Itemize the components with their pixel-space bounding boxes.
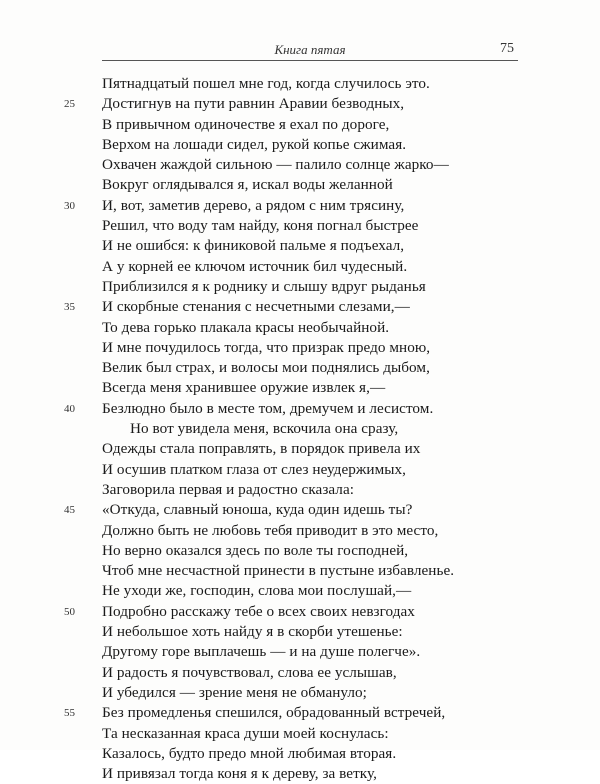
poem-body <box>0 74 600 784</box>
line-text: Решил, что воду там найду, коня погнал быстрее <box>102 217 419 235</box>
line-text: «Откуда, славный юноша, куда один идешь ты? <box>102 501 413 519</box>
poem-line <box>0 399 600 419</box>
line-text: Чтоб мне несчастной принести в пустыне избавленье. <box>102 562 455 580</box>
line-text: Должно быть не любовь тебя приводит в это место, <box>102 521 439 539</box>
poem-line <box>0 521 600 541</box>
line-number: 45 <box>64 504 75 517</box>
poem-line <box>0 663 600 683</box>
poem-line <box>0 135 600 155</box>
line-text: В привычном одиночестве я ехал по дороге, <box>102 115 390 133</box>
poem-line <box>0 541 600 561</box>
line-text: Приблизился я к роднику и слышу вдруг рыданья <box>102 277 426 295</box>
poem-line <box>0 581 600 601</box>
line-text: И небольшое хоть найду я в скорби утешенье: <box>102 623 403 641</box>
line-text: Без промедленья спешился, обрадованный встречей, <box>102 704 446 722</box>
line-text: Заговорила первая и радостно сказала: <box>102 480 354 498</box>
line-text: Казалось, будто предо мной любимая вторая. <box>102 744 397 762</box>
poem-line <box>0 257 600 277</box>
line-text: Но верно оказался здесь по воле ты господней, <box>102 541 409 559</box>
poem-line <box>0 236 600 256</box>
line-number: 55 <box>64 707 75 720</box>
page-header <box>102 38 518 61</box>
line-text: Но вот увидела меня, вскочила она сразу, <box>130 420 399 438</box>
page-number: 75 <box>500 41 514 56</box>
line-number: 50 <box>64 605 75 618</box>
poem-line <box>0 216 600 236</box>
line-text: Достигнув на пути равнин Аравии безводных, <box>102 95 405 113</box>
line-text: Другому горе выплачешь — и на душе полегче». <box>102 643 421 661</box>
poem-line <box>0 155 600 175</box>
poem-line <box>0 602 600 622</box>
poem-line <box>0 764 600 784</box>
poem-line <box>0 277 600 297</box>
line-text: Безлюдно было в месте том, дремучем и лесистом. <box>102 399 434 417</box>
poem-line <box>0 622 600 642</box>
poem-line <box>0 480 600 500</box>
poem-line <box>0 338 600 358</box>
poem-line <box>0 460 600 480</box>
line-text: И не ошибся: к финиковой пальме я подъехал, <box>102 237 405 255</box>
line-text: И привязал тогда коня я к дереву, за ветку, <box>102 765 377 783</box>
line-text: Не уходи же, господин, слова мои послушай,— <box>102 582 412 600</box>
line-text: И скорбные стенания с несчетными слезами,— <box>102 298 410 316</box>
line-text: Всегда меня хранившее оружие извлек я,— <box>102 379 386 397</box>
line-text: И, вот, заметив дерево, а рядом с ним трясину, <box>102 196 405 214</box>
line-text: То дева горько плакала красы необычайной. <box>102 318 390 336</box>
line-text: Та несказанная краса души моей коснулась: <box>102 724 389 742</box>
line-text: Верхом на лошади сидел, рукой копье сжимая. <box>102 135 407 153</box>
line-text: И радость я почувствовал, слова ее услышав, <box>102 663 397 681</box>
poem-line <box>0 500 600 520</box>
poem-line <box>0 94 600 114</box>
line-number: 25 <box>64 98 75 111</box>
line-text: А у корней ее ключом источник бил чудесный. <box>102 257 408 275</box>
poem-line <box>0 439 600 459</box>
line-text: И убедился — зрение меня не обмануло; <box>102 683 367 701</box>
poem-line <box>0 744 600 764</box>
poem-line <box>0 175 600 195</box>
poem-line <box>0 561 600 581</box>
poem-line <box>0 642 600 662</box>
poem-line <box>0 297 600 317</box>
poem-line <box>0 419 600 439</box>
running-title: Книга пятая <box>274 42 346 57</box>
line-text: Велик был страх, и волосы мои поднялись дыбом, <box>102 359 430 377</box>
line-text: Подробно расскажу тебе о всех своих невзгодах <box>102 602 415 620</box>
line-number: 35 <box>64 301 75 314</box>
poem-line <box>0 115 600 135</box>
line-text: И осушив платком глаза от слез неудержимых, <box>102 460 407 478</box>
line-text: И мне почудилось тогда, что призрак предо мною, <box>102 338 431 356</box>
poem-line <box>0 74 600 94</box>
line-number: 40 <box>64 402 75 415</box>
poem-line <box>0 196 600 216</box>
line-text: Охвачен жаждой сильною — палило солнце жарко— <box>102 156 449 174</box>
line-text: Одежды стала поправлять, в порядок привела их <box>102 440 421 458</box>
poem-line <box>0 683 600 703</box>
line-text: Вокруг оглядывался я, искал воды желанной <box>102 176 393 194</box>
poem-line <box>0 703 600 723</box>
poem-line <box>0 358 600 378</box>
poem-line <box>0 724 600 744</box>
line-number: 30 <box>64 199 75 212</box>
line-text: Пятнадцатый пошел мне год, когда случилось это. <box>102 75 430 92</box>
poem-line <box>0 318 600 338</box>
poem-line <box>0 378 600 398</box>
